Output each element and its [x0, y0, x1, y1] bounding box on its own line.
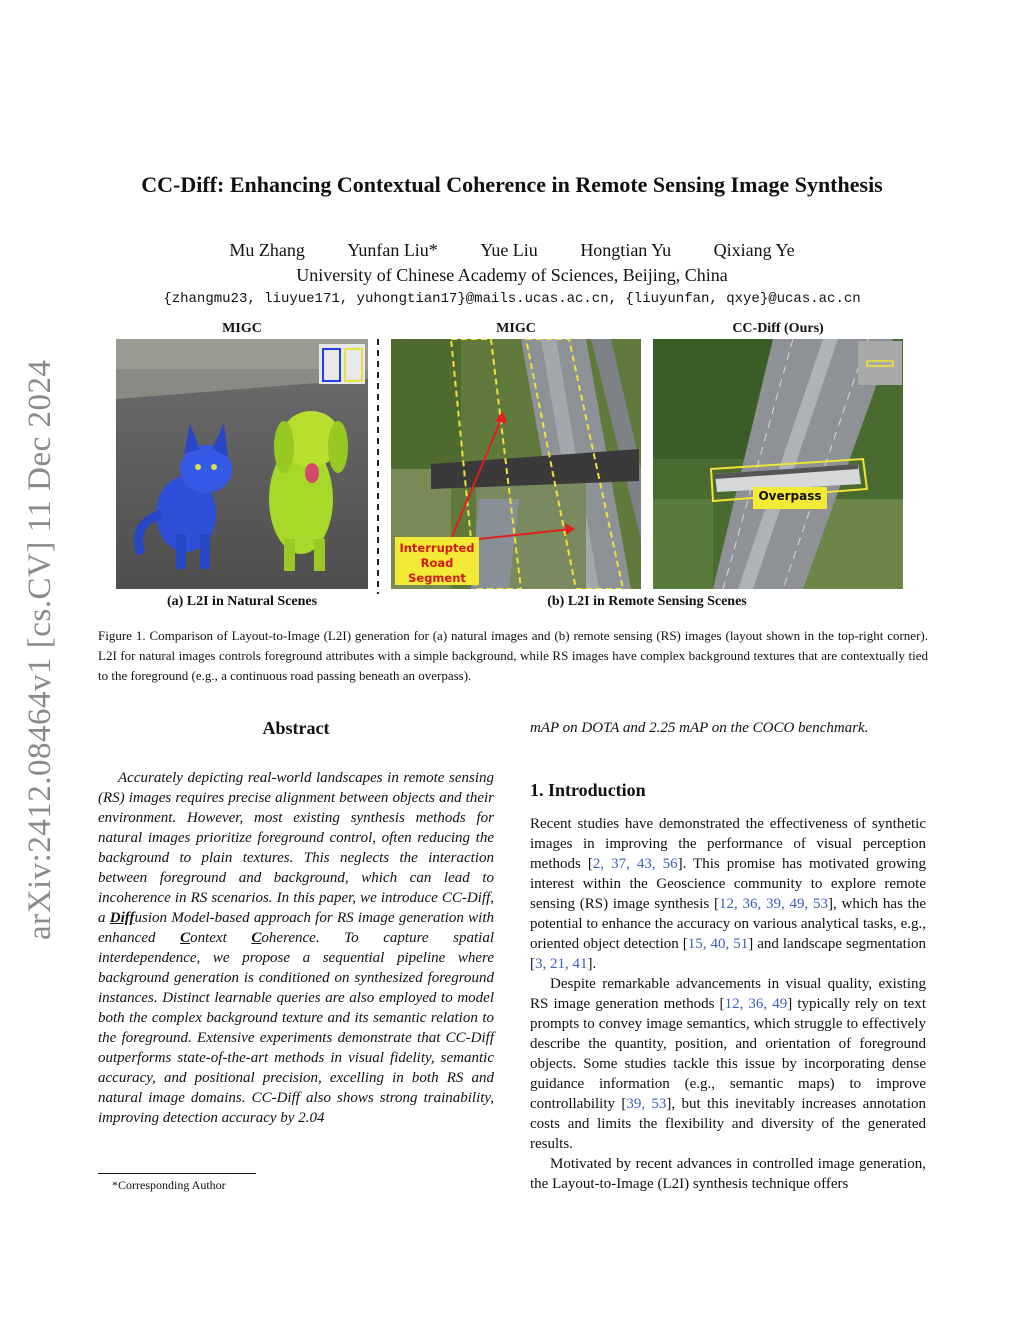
intro-text: ], which has the potential to enhance the accuracy on various analytical tasks, e.g., oriented object detection [: [530, 896, 926, 952]
intro-paragraph: Motivated by recent advances in controlled image generation, the Layout-to-Image (L2I) synthesis technique offers: [530, 1156, 926, 1192]
overpass-annotation: Overpass: [758, 489, 822, 503]
author: Yue Liu: [480, 240, 538, 260]
intro-text: ]. This promise has motivated growing interest within the Geoscience community to explore remote sensing (RS) image synthesis [: [530, 856, 927, 912]
footnote: *Corresponding Author: [112, 1178, 226, 1192]
citation-link[interactable]: 3, 21, 41: [535, 956, 588, 972]
citation-link[interactable]: 12, 36, 49: [724, 996, 788, 1012]
affiliation: University of Chinese Academy of Sciences, Beijing, China: [296, 265, 728, 285]
abstract-text: oherence. To capture spatial interdependence, we propose a sequential pipeline where background generation is conditioned on synthesized foreground instances. Distinct learnable queries are also employed to model both the complex background texture and its semantic relation to the foreground. Extensive experiments demonstrate that CC-Diff outperforms state-of-the-art methods in visual fidelity, semantic accuracy, and positional precision, excelling in both RS and natural image domains. CC-Diff also shows strong trainability, improving detection accuracy by 2.04: [98, 930, 494, 1126]
layout-inset: [319, 344, 365, 384]
natural-scene-image: [116, 339, 368, 589]
abstract-acronym: C: [251, 930, 262, 946]
citation-link[interactable]: 12, 36, 39, 49, 53: [719, 896, 829, 912]
abstract-acronym: Diff: [109, 910, 135, 926]
subcaption-a: (a) L2I in Natural Scenes: [166, 594, 318, 609]
abstract-body: [98, 768, 494, 1128]
panel-title-b1: MIGC: [496, 321, 536, 336]
author-list: [0, 240, 1024, 261]
author-emails: {zhangmu23, liuyue171, yuhongtian17}@mails.ucas.ac.cn, {liuyunfan, qxye}@ucas.ac.cn: [163, 291, 861, 307]
intro-text: ], but this inevitably increases annotation costs and limits the flexibility and diversity of the generated results.: [530, 1096, 926, 1152]
abstract-text: usion Model-based approach for RS image generation with enhanced: [98, 910, 494, 946]
subcaption-b: (b) L2I in Remote Sensing Scenes: [547, 594, 747, 609]
intro-text: ] typically rely on text prompts to convey image semantics, which struggle to effectively describe the quantity, position, and orientation of foreground objects. Some studies tackle this issue by incorporating dense guidance information (e.g., semantic maps) to improve controllability [: [530, 996, 926, 1112]
author: Yunfan Liu*: [347, 240, 438, 260]
intro-text: ].: [587, 956, 597, 972]
author: Mu Zhang: [229, 240, 305, 260]
author: Qixiang Ye: [713, 240, 795, 260]
intro-text: Recent studies have demonstrated the effectiveness of synthetic images in improving the performance of visual perception methods [: [530, 816, 926, 872]
figure-caption: Figure 1. Comparison of Layout-to-Image (L2I) generation for (a) natural images and (b) remote sensing (RS) images (layout shown in the top-right corner). L2I for natural images controls foreground attributes with a simple background, while RS images have complex background textures that are contextually tied to the foreground (e.g., a continuous road passing beneath an overpass).: [98, 628, 928, 683]
figure-divider: [376, 339, 380, 594]
introduction-body: [530, 814, 926, 1194]
panel-title-a: MIGC: [222, 321, 262, 336]
footnote-rule: [98, 1173, 256, 1174]
citation-link[interactable]: 39, 53: [626, 1096, 667, 1112]
intro-text: ] and landscape segmentation [: [530, 936, 926, 972]
paper-title: CC-Diff: Enhancing Contextual Coherence in Remote Sensing Image Synthesis: [141, 172, 883, 197]
panel-title-b2: CC-Diff (Ours): [732, 321, 824, 336]
abstract-heading: Abstract: [262, 718, 330, 738]
arxiv-identifier: arXiv:2412.08464v1 [cs.CV] 11 Dec 2024: [22, 359, 58, 940]
intro-text: Despite remarkable advancements in visual quality, existing RS image generation methods [: [530, 976, 926, 1012]
intro-paragraph: [530, 814, 926, 974]
intro-paragraph: [530, 974, 926, 1154]
abstract-continuation: mAP on DOTA and 2.25 mAP on the COCO benchmark.: [530, 720, 869, 736]
introduction-heading: 1. Introduction: [530, 780, 646, 800]
author: Hongtian Yu: [580, 240, 672, 260]
abstract-text: ontext: [190, 930, 252, 946]
abstract-text: Accurately depicting real-world landscapes in remote sensing (RS) images requires precise alignment between objects and their environment. However, most existing synthesis methods for natural images prioritize foreground control, often reducing the background to plain textures. This neglects the interaction between foreground and background, which can lead to incoherence in RS scenarios. In this paper, we introduce CC-Diff, a: [98, 770, 494, 926]
ccdiff-remote-sensing-image: [653, 339, 903, 589]
citation-link[interactable]: 15, 40, 51: [687, 936, 749, 952]
interrupted-road-annotation: Interrupted Road Segment: [399, 541, 475, 585]
citation-link[interactable]: 2, 37, 43, 56: [592, 856, 678, 872]
abstract-acronym: C: [180, 930, 191, 946]
